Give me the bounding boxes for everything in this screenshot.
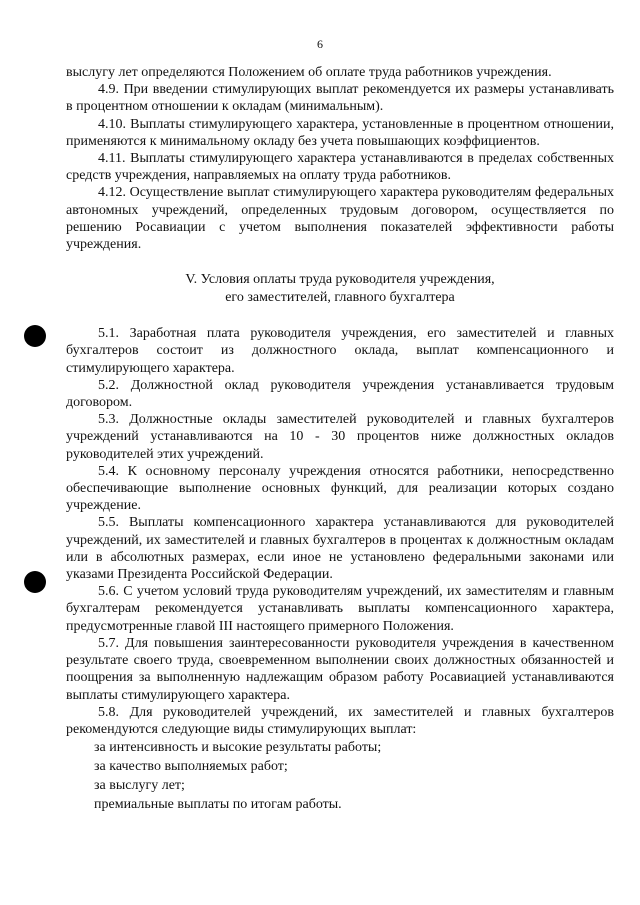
paragraph-5-2: 5.2. Должностной оклад руководителя учреждения устанавливается трудовым договором.: [66, 377, 614, 411]
paragraph-5-8: 5.8. Для руководителей учреждений, их заместителей и главных бухгалтеров рекомендуются следующие виды стимулирующих выплат:: [66, 704, 614, 737]
incentive-list-item: за интенсивность и высокие результаты работы;: [94, 740, 382, 756]
paragraph-4-11: 4.11. Выплаты стимулирующего характера устанавливаются в пределах собственных средств учреждения, направляемых на оплату труда работников.: [66, 151, 614, 184]
paragraph-5-7: 5.7. Для повышения заинтересованности руководителя учреждения в качественном результате своего труда, своевременном выполнении своих должностных обязанностей и поощрения за выполненную надлежащим образом работу Росавиацией устанавливаются выплаты стимулирующего характера.: [66, 635, 614, 703]
paragraph-continuation: выслугу лет определяются Положением об оплате труда работников учреждения.: [66, 65, 552, 80]
punch-hole-bottom: [24, 571, 46, 593]
paragraph-5-4: 5.4. К основному персоналу учреждения относятся работники, непосредственно обеспечивающие выполнение основных функций, для реализации которых создано учреждение.: [66, 463, 614, 514]
paragraph-5-3: 5.3. Должностные оклады заместителей руководителей и главных бухгалтеров учреждений устанавливаются на 10 - 30 процентов ниже должностных окладов руководителей этих учреждений.: [66, 412, 614, 462]
section-5-heading: [66, 271, 614, 307]
incentive-list-item: за выслугу лет;: [94, 778, 185, 794]
section-5-heading-line-2: его заместителей, главного бухгалтера: [225, 290, 455, 306]
paragraph-5-5: 5.5. Выплаты компенсационного характера устанавливаются для руководителей учреждений, их заместителей и главных бухгалтеров в процентах к должностным окладам или в абсолютных размерах, если иное не установлено федеральными законами или указами Президента Российской Федерации.: [66, 515, 614, 583]
incentive-list-item: премиальные выплаты по итогам работы.: [94, 797, 342, 813]
incentive-list-item: за качество выполняемых работ;: [94, 759, 288, 775]
document-body: [66, 64, 614, 814]
paragraph-4-10: 4.10. Выплаты стимулирующего характера, установленные в процентном отношении, применяются к минимальному окладу без учета повышающих коэффициентов.: [66, 116, 614, 149]
paragraph-5-1: 5.1. Заработная плата руководителя учреждения, его заместителей и главных бухгалтеров состоит из должностного оклада, выплат компенсационного и стимулирующего характера.: [66, 326, 614, 376]
paragraph-4-9: 4.9. При введении стимулирующих выплат рекомендуется их размеры устанавливать в процентном отношении к окладам (минимальным).: [66, 82, 614, 115]
page-number: 6: [317, 37, 323, 51]
paragraph-4-12: 4.12. Осуществление выплат стимулирующего характера руководителям федеральных автономных учреждений, определенных трудовым договором, осуществляется по решению Росавиации с учетом выполнения показателей эффективности работы учреждения.: [66, 185, 614, 253]
punch-hole-top: [24, 325, 46, 347]
paragraph-5-6: 5.6. С учетом условий труда руководителям учреждений, их заместителям и главным бухгалтерам рекомендуется устанавливать выплаты компенсационного характера, предусмотренные главой III настоящего примерного Положения.: [66, 584, 614, 634]
section-5-heading-line-1: V. Условия оплаты труда руководителя учреждения,: [185, 272, 495, 288]
